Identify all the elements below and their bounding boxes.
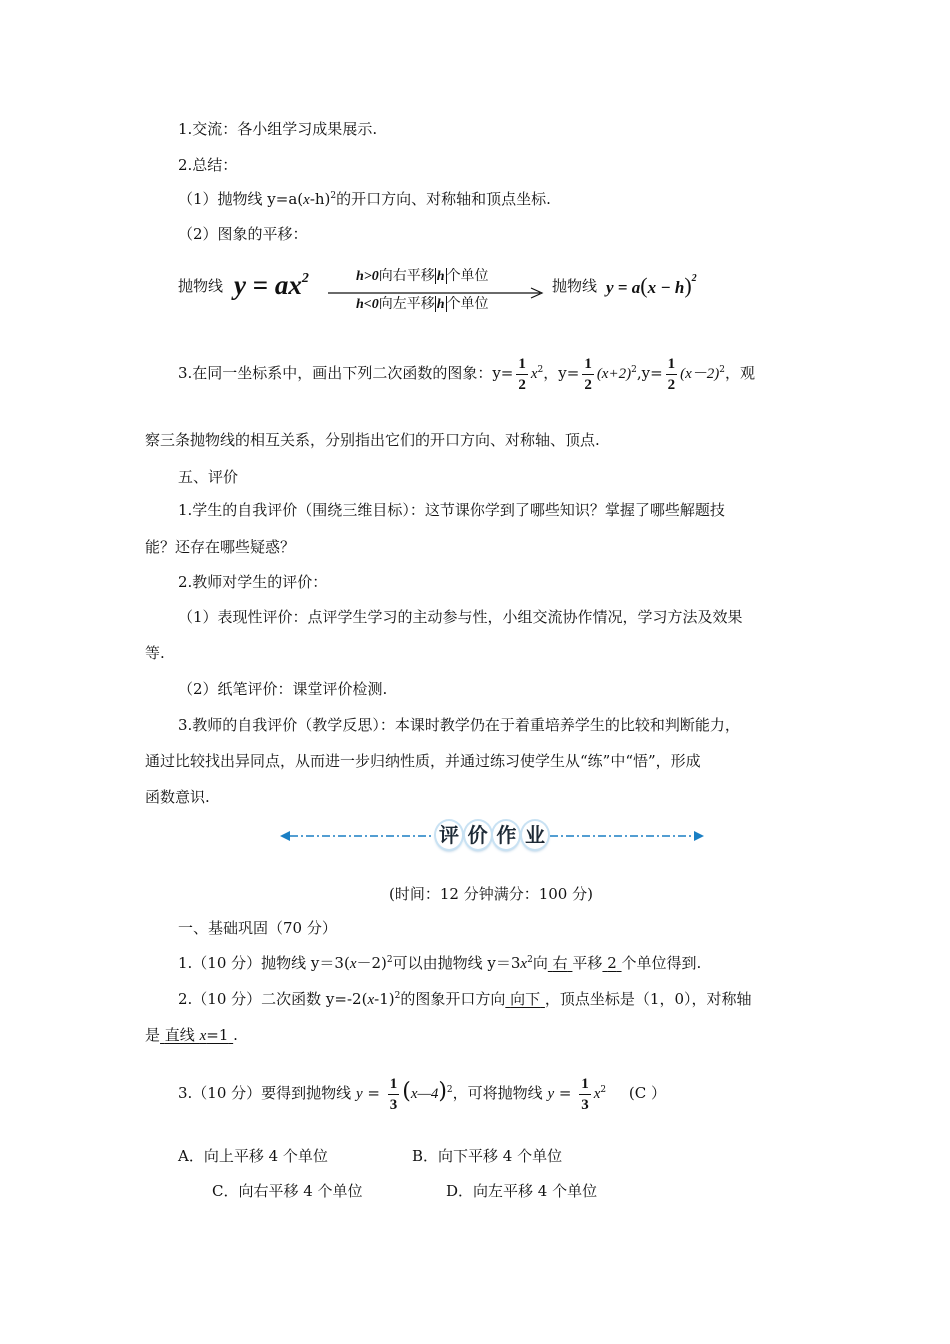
line-draw-parabolas: 3.在同一坐标系中，画出下列二次函数的图象：y= $\frac{1}{2}$ $x^2$，y= $\frac{1}{2}$ $(x+2)^2,y=$ $\frac{1}{2}$ $(x-2)^2$，观 (178, 355, 756, 393)
homework-time: (时间：12 分钟满分：100 分) (389, 885, 593, 903)
line-self-eval-cont: 能？还存在哪些疑惑？ (145, 538, 296, 556)
fraction-half-3: $\frac{1}{2}$ (667, 355, 676, 393)
line-performance-eval-cont: 等. (145, 644, 165, 662)
question-3: 3.（10 分）要得到抛物线 y = $\frac{1}{3}$ (x—4)$^2$，可将抛物线 y = $\frac{1}{3}$ $x^2$ (C ） (178, 1075, 667, 1113)
option-d: D．向左平移 4 个单位 (446, 1182, 598, 1200)
banner-right-arrow (548, 827, 704, 845)
line-summary-2: （2）图象的平移： (178, 225, 308, 243)
banner-char-2: 价 (465, 821, 491, 849)
q1-answer-direction: 右 (552, 954, 568, 972)
option-c: C．向右平移 4 个单位 (212, 1182, 363, 1200)
fraction-half-2: $\frac{1}{2}$ (584, 355, 592, 393)
line-exchange: 1.交流：各小组学习成果展示. (178, 120, 378, 138)
q2-answer-axis: 直线 x=1 (164, 1026, 229, 1044)
q1-answer-units: 2 (607, 954, 617, 972)
q3-fraction-1: $\frac{1}{3}$ (389, 1075, 398, 1113)
q3-answer: (C ） (628, 1084, 667, 1102)
shift-top-label: h>0向右平移 h 个单位 (356, 268, 489, 284)
homework-banner (280, 819, 704, 853)
line-observe: 察三条抛物线的相互关系，分别指出它们的开口方向、对称轴、顶点. (145, 431, 600, 449)
banner-char-1: 评 (436, 821, 462, 849)
option-a: A．向上平移 4 个单位 (178, 1147, 328, 1165)
shift-bottom-label: h<0向左平移 h 个单位 (356, 296, 489, 312)
line-paper-eval: （2）纸笔评价：课堂评价检测. (178, 680, 388, 698)
banner-char-3: 作 (493, 821, 519, 849)
line-summary: 2.总结： (178, 156, 238, 174)
section-basic-heading: 一、基础巩固（70 分） (178, 919, 337, 937)
shift-formula-right: $y = a(x - h)^2$ (606, 273, 697, 298)
question-1: 1.（10 分）抛物线 $y=3(x-2)^2$可以由抛物线 $y=3x^2$向 右 平移 2 个单位得到. (178, 954, 702, 972)
question-2-cont: 是 直线 x=1 . (145, 1026, 238, 1044)
line-summary-1: （1）抛物线 $y=a(x-h)^2$的开口方向、对称轴和顶点坐标. (178, 190, 551, 208)
q2-answer-direction: 向下 (510, 990, 541, 1008)
banner-left-arrow (280, 827, 436, 845)
q3-fraction-2: $\frac{1}{3}$ (581, 1075, 589, 1113)
section-evaluation-heading: 五、评价 (178, 468, 239, 486)
shift-formula-left: $y = ax^2$ (234, 270, 309, 300)
line-teacher-self-eval-cont: 通过比较找出异同点，从而进一步归纳性质，并通过练习使学生从“练”中“悟”，形成 (145, 752, 701, 770)
line-performance-eval: （1）表现性评价：点评学生学习的主动参与性，小组交流协作情况，学习方法及效果 (178, 608, 743, 626)
shift-right-label: 抛物线 (552, 277, 598, 295)
line-teacher-self-eval: 3.教师的自我评价（教学反思）：本课时教学仍在于着重培养学生的比较和判断能力， (178, 716, 740, 734)
question-2: 2.（10 分）二次函数 $y=-2(x-1)^2$的图象开口方向 向下 ，顶点坐标是（1，0），对称轴 (178, 990, 752, 1008)
line-teacher-self-eval-end: 函数意识. (145, 788, 210, 806)
shift-diagram (178, 262, 738, 312)
line-teacher-eval: 2.教师对学生的评价： (178, 573, 328, 591)
shift-left-label: 抛物线 (178, 277, 224, 295)
option-b: B．向下平移 4 个单位 (412, 1147, 563, 1165)
banner-char-4: 业 (522, 821, 548, 849)
line-self-eval: 1.学生的自我评价（围绕三维目标）：这节课你学到了哪些知识？掌握了哪些解题技 (178, 501, 725, 519)
fraction-half-1: $\frac{1}{2}$ (518, 355, 526, 393)
